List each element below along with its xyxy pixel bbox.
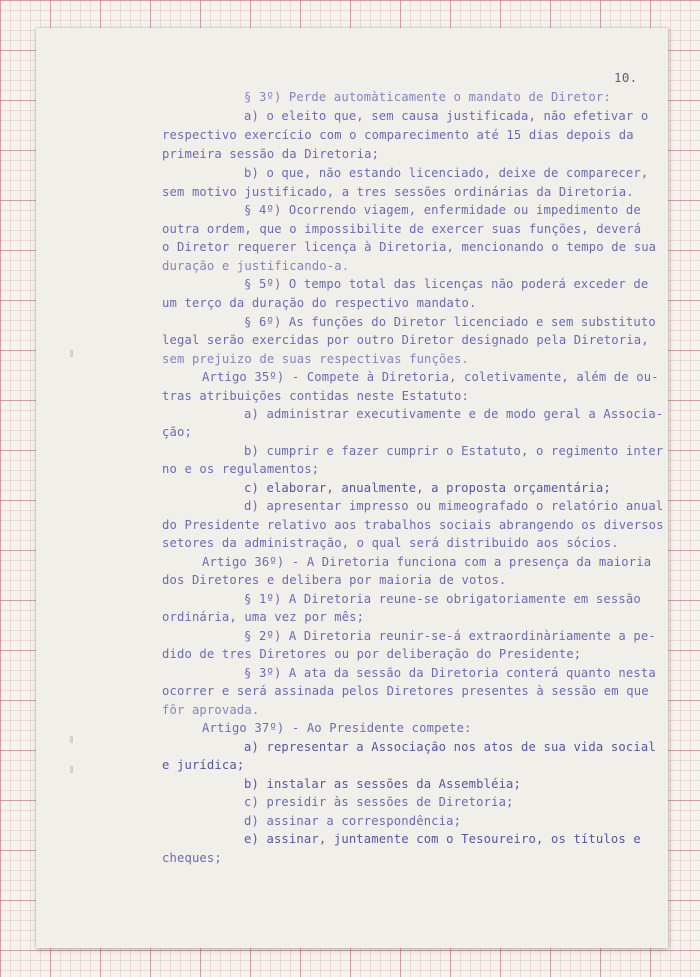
text-line: primeira sessão da Diretoria; [162, 147, 380, 161]
text-line: b) o que, não estando licenciado, deixe de comparecer, [244, 166, 649, 180]
text-line: dido de tres Diretores ou por deliberação do Presidente; [162, 647, 582, 661]
text-line: do Presidente relativo aos trabalhos sociais abrangendo os diversos [162, 518, 664, 532]
text-line: a) o eleito que, sem causa justificada, não efetivar o [244, 109, 649, 123]
text-line: a) representar a Associação nos atos de sua vida social [244, 740, 656, 754]
page-number: 10. [614, 70, 638, 85]
text-line: Artigo 36º) - A Diretoria funciona com a presença da maioria [202, 555, 652, 569]
text-line: Artigo 37º) - Ao Presidente compete: [202, 721, 472, 735]
text-line: § 3º) A ata da sessão da Diretoria conterá quanto nesta [244, 666, 656, 680]
text-line: b) instalar as sessões da Assembléia; [244, 777, 522, 791]
text-line: c) presidir às sessões de Diretoria; [244, 795, 514, 809]
text-line: b) cumprir e fazer cumprir o Estatuto, o regimento inter [244, 444, 664, 458]
text-line: no e os regulamentos; [162, 462, 320, 476]
text-line: § 2º) A Diretoria reunir-se-á extraordinàriamente a pe- [244, 629, 656, 643]
text-line: fôr aprovada. [162, 703, 260, 717]
text-line: § 6º) As funções do Diretor licenciado e sem substituto [244, 315, 656, 329]
text-line: tras atribuições contidas neste Estatuto: [162, 389, 469, 403]
text-line: a) administrar executivamente e de modo geral a Associa- [244, 407, 664, 421]
text-line: sem motivo justificado, a tres sessões ordinárias da Diretoria. [162, 185, 634, 199]
text-line: ção; [162, 425, 192, 439]
text-line: Artigo 35º) - Compete à Diretoria, coletivamente, além de ou- [202, 370, 659, 384]
text-line: duração e justificando-a. [162, 259, 350, 273]
text-line: § 3º) Perde automàticamente o mandato de Diretor: [244, 90, 611, 104]
text-line: ordinária, uma vez por mês; [162, 610, 365, 624]
text-line: cheques; [162, 851, 222, 865]
text-line: d) apresentar impresso ou mimeografado o relatório anual [244, 499, 664, 513]
text-line: d) assinar a correspondência; [244, 814, 462, 828]
text-line: § 1º) A Diretoria reune-se obrigatoriamente em sessão [244, 592, 641, 606]
text-line: um terço da duração do respectivo mandato. [162, 296, 477, 310]
text-line: § 5º) O tempo total das licenças não poderá exceder de [244, 277, 649, 291]
text-line: § 4º) Ocorrendo viagem, enfermidade ou impedimento de [244, 203, 641, 217]
text-line: outra ordem, que o impossibilite de exercer suas funções, deverá [162, 222, 642, 236]
text-line: e jurídica; [162, 758, 245, 772]
text-line: sem prejuizo de suas respectivas funções. [162, 352, 469, 366]
text-line: o Diretor requerer licença à Diretoria, mencionando o tempo de sua [162, 240, 657, 254]
text-line: e) assinar, juntamente com o Tesoureiro, os títulos e [244, 832, 641, 846]
text-line: dos Diretores e delibera por maioria de votos. [162, 573, 507, 587]
text-line: c) elaborar, anualmente, a proposta orçamentária; [244, 481, 611, 495]
text-line: legal serão exercidas por outro Diretor designado pela Diretoria, [162, 333, 649, 347]
text-line: ocorrer e será assinada pelos Diretores presentes à sessão em que [162, 684, 649, 698]
text-line: setores da administração, o qual será distribuido aos sócios. [162, 536, 619, 550]
text-line: respectivo exercício com o comparecimento até 15 dias depois da [162, 128, 634, 142]
